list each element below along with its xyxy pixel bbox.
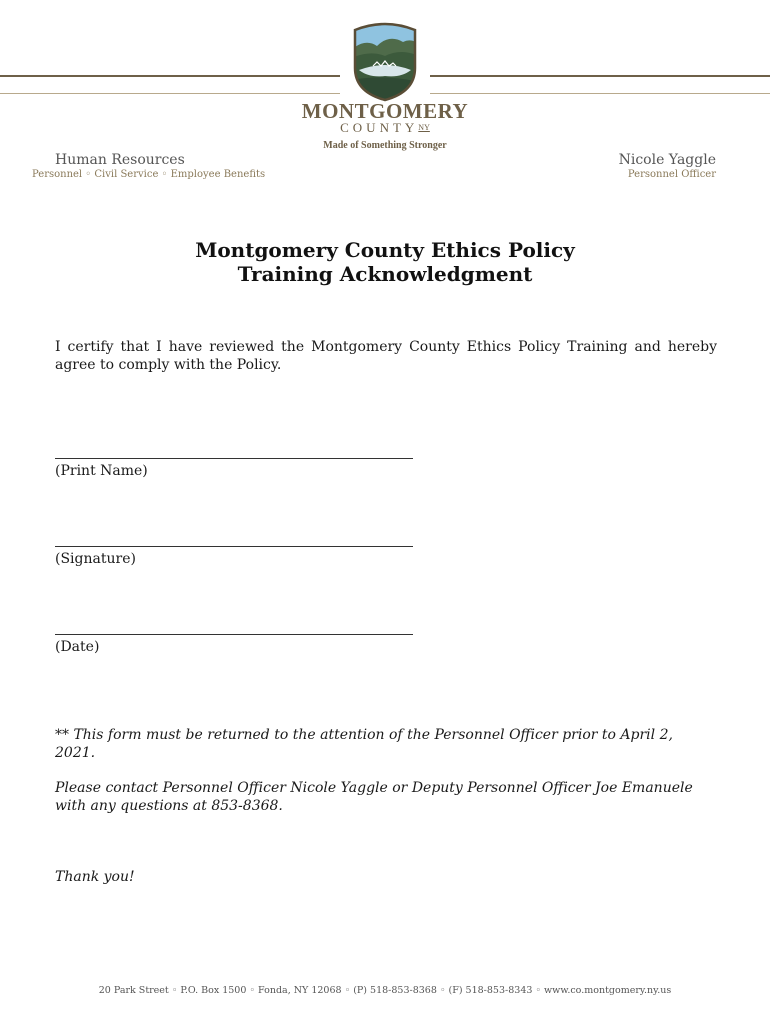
header-rule-right-thick [430, 75, 770, 77]
document-title-line2: Training Acknowledgment [237, 262, 533, 286]
date-line[interactable] [55, 634, 413, 635]
date-label: (Date) [55, 639, 100, 655]
closing-thanks: Thank you! [55, 869, 135, 885]
contact-instructions: Please contact Personnel Officer Nicole Yaggle or Deputy Personnel Officer Joe Emanuele with any questions at 853-8368. [55, 780, 693, 814]
header-rule-left-thin [0, 93, 340, 94]
department-title: Human Resources [55, 152, 185, 168]
officer-name: Nicole Yaggle [618, 152, 716, 168]
department-subtitle: Personnel ◦ Civil Service ◦ Employee Benefits [32, 169, 266, 180]
header-rule-left-thick [0, 75, 340, 77]
footer-address: 20 Park Street ◦ P.O. Box 1500 ◦ Fonda, NY 12068 ◦ (P) 518-853-8368 ◦ (F) 518-853-8343 ◦ www.co.montgomery.ny.us [98, 985, 672, 996]
header-rule-right-thin [430, 93, 770, 94]
certification-statement: I certify that I have reviewed the Montgomery County Ethics Policy Training and hereby agree to comply with the Policy. [55, 339, 717, 373]
signature-label: (Signature) [55, 551, 136, 567]
county-shield-logo [351, 20, 419, 102]
return-deadline-notice: ** This form must be returned to the attention of the Personnel Officer prior to April 2, 2021. [55, 727, 673, 761]
print-name-line[interactable] [55, 458, 413, 459]
logo-county-label: COUNTY [340, 120, 419, 135]
document-title-line1: Montgomery County Ethics Policy [195, 238, 575, 262]
signature-line[interactable] [55, 546, 413, 547]
logo-county-name: MONTGOMERY [301, 99, 469, 123]
officer-title: Personnel Officer [627, 169, 716, 180]
logo-tagline: Made of Something Stronger [323, 140, 447, 151]
logo-state-label: NY [418, 123, 430, 132]
print-name-label: (Print Name) [55, 463, 148, 479]
logo-county-subline [0, 121, 770, 135]
